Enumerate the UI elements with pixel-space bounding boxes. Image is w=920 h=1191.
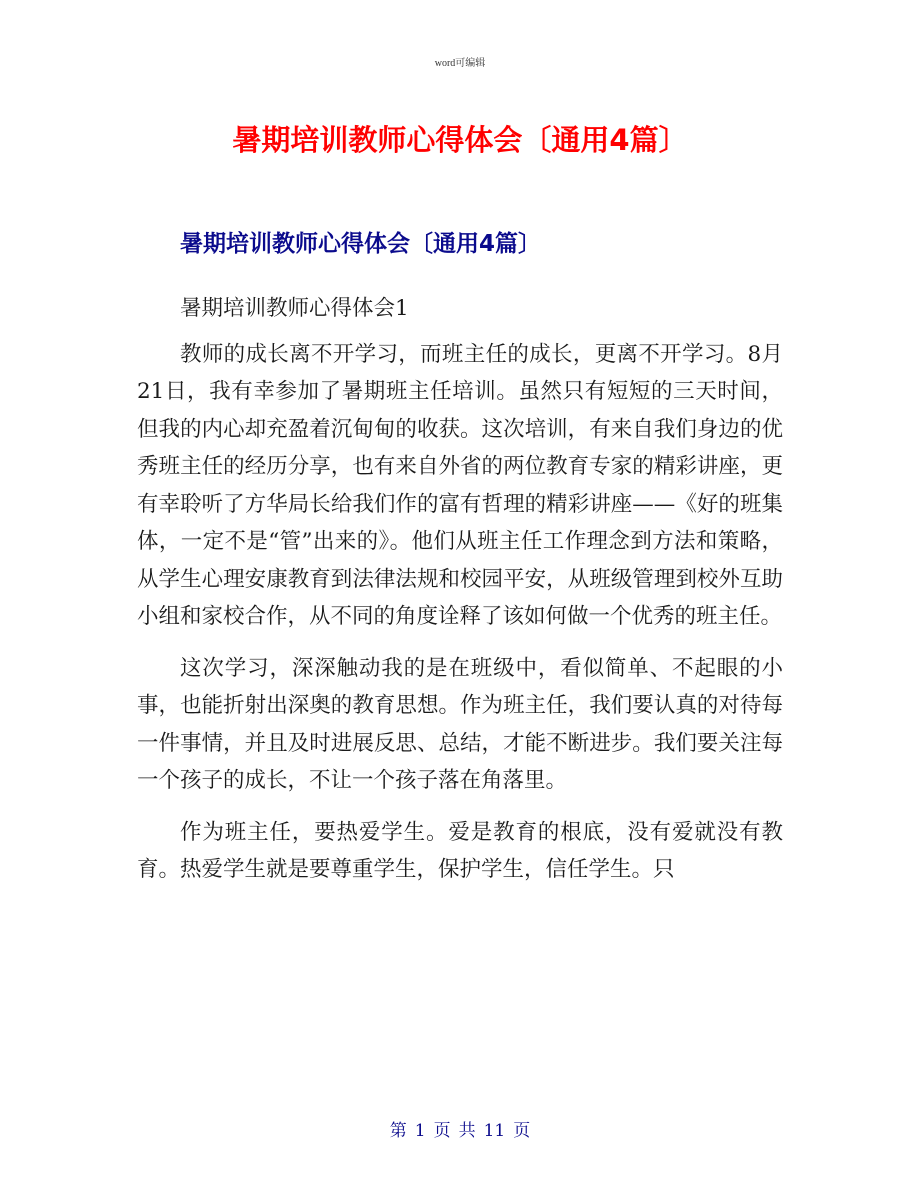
page-footer bbox=[0, 1116, 920, 1141]
page-label-mid: 页 bbox=[433, 1121, 451, 1141]
current-page-number: 1 bbox=[414, 1121, 426, 1141]
page-label-prefix: 第 bbox=[389, 1121, 407, 1141]
document-sub-title: 暑期培训教师心得体会〔通用4篇〕 bbox=[180, 231, 542, 257]
page-header: word可编辑 bbox=[434, 58, 486, 69]
total-label: 共 bbox=[458, 1121, 476, 1141]
section-heading: 暑期培训教师心得体会1 bbox=[180, 296, 409, 321]
body-paragraph: 作为班主任，要热爱学生。爱是教育的根底，没有爱就没有教育。热爱学生就是要尊重学生，保护学生，信任学生。只 bbox=[137, 819, 783, 882]
total-pages-number: 11 bbox=[483, 1121, 506, 1141]
document-main-title: 暑期培训教师心得体会〔通用4篇〕 bbox=[232, 123, 688, 157]
body-paragraph: 教师的成长离不开学习，而班主任的成长，更离不开学习。8月21日，我有幸参加了暑期班主任培训。虽然只有短短的三天时间，但我的内心却充盈着沉甸甸的收获。这次培训，有来自我们身边的优秀班主任的经历分享，也有来自外省的两位教育专家的精彩讲座，更有幸聆听了方华局长给我们作的富有哲理的精彩讲座——《好的班集体，一定不是“管”出来的》。他们从班主任工作理念到方法和策略，从学生心理安康教育到法律法规和校园平安，从班级管理到校外互助小组和家校合作，从不同的角度诠释了该如何做一个优秀的班主任。 bbox=[137, 341, 783, 629]
page-label-suffix: 页 bbox=[513, 1121, 531, 1141]
document-body bbox=[137, 290, 783, 903]
body-paragraph: 这次学习，深深触动我的是在班级中，看似简单、不起眼的小事，也能折射出深奥的教育思想。作为班主任，我们要认真的对待每一件事情，并且及时进展反思、总结，才能不断进步。我们要关注每一个孩子的成长，不让一个孩子落在角落里。 bbox=[137, 655, 783, 793]
